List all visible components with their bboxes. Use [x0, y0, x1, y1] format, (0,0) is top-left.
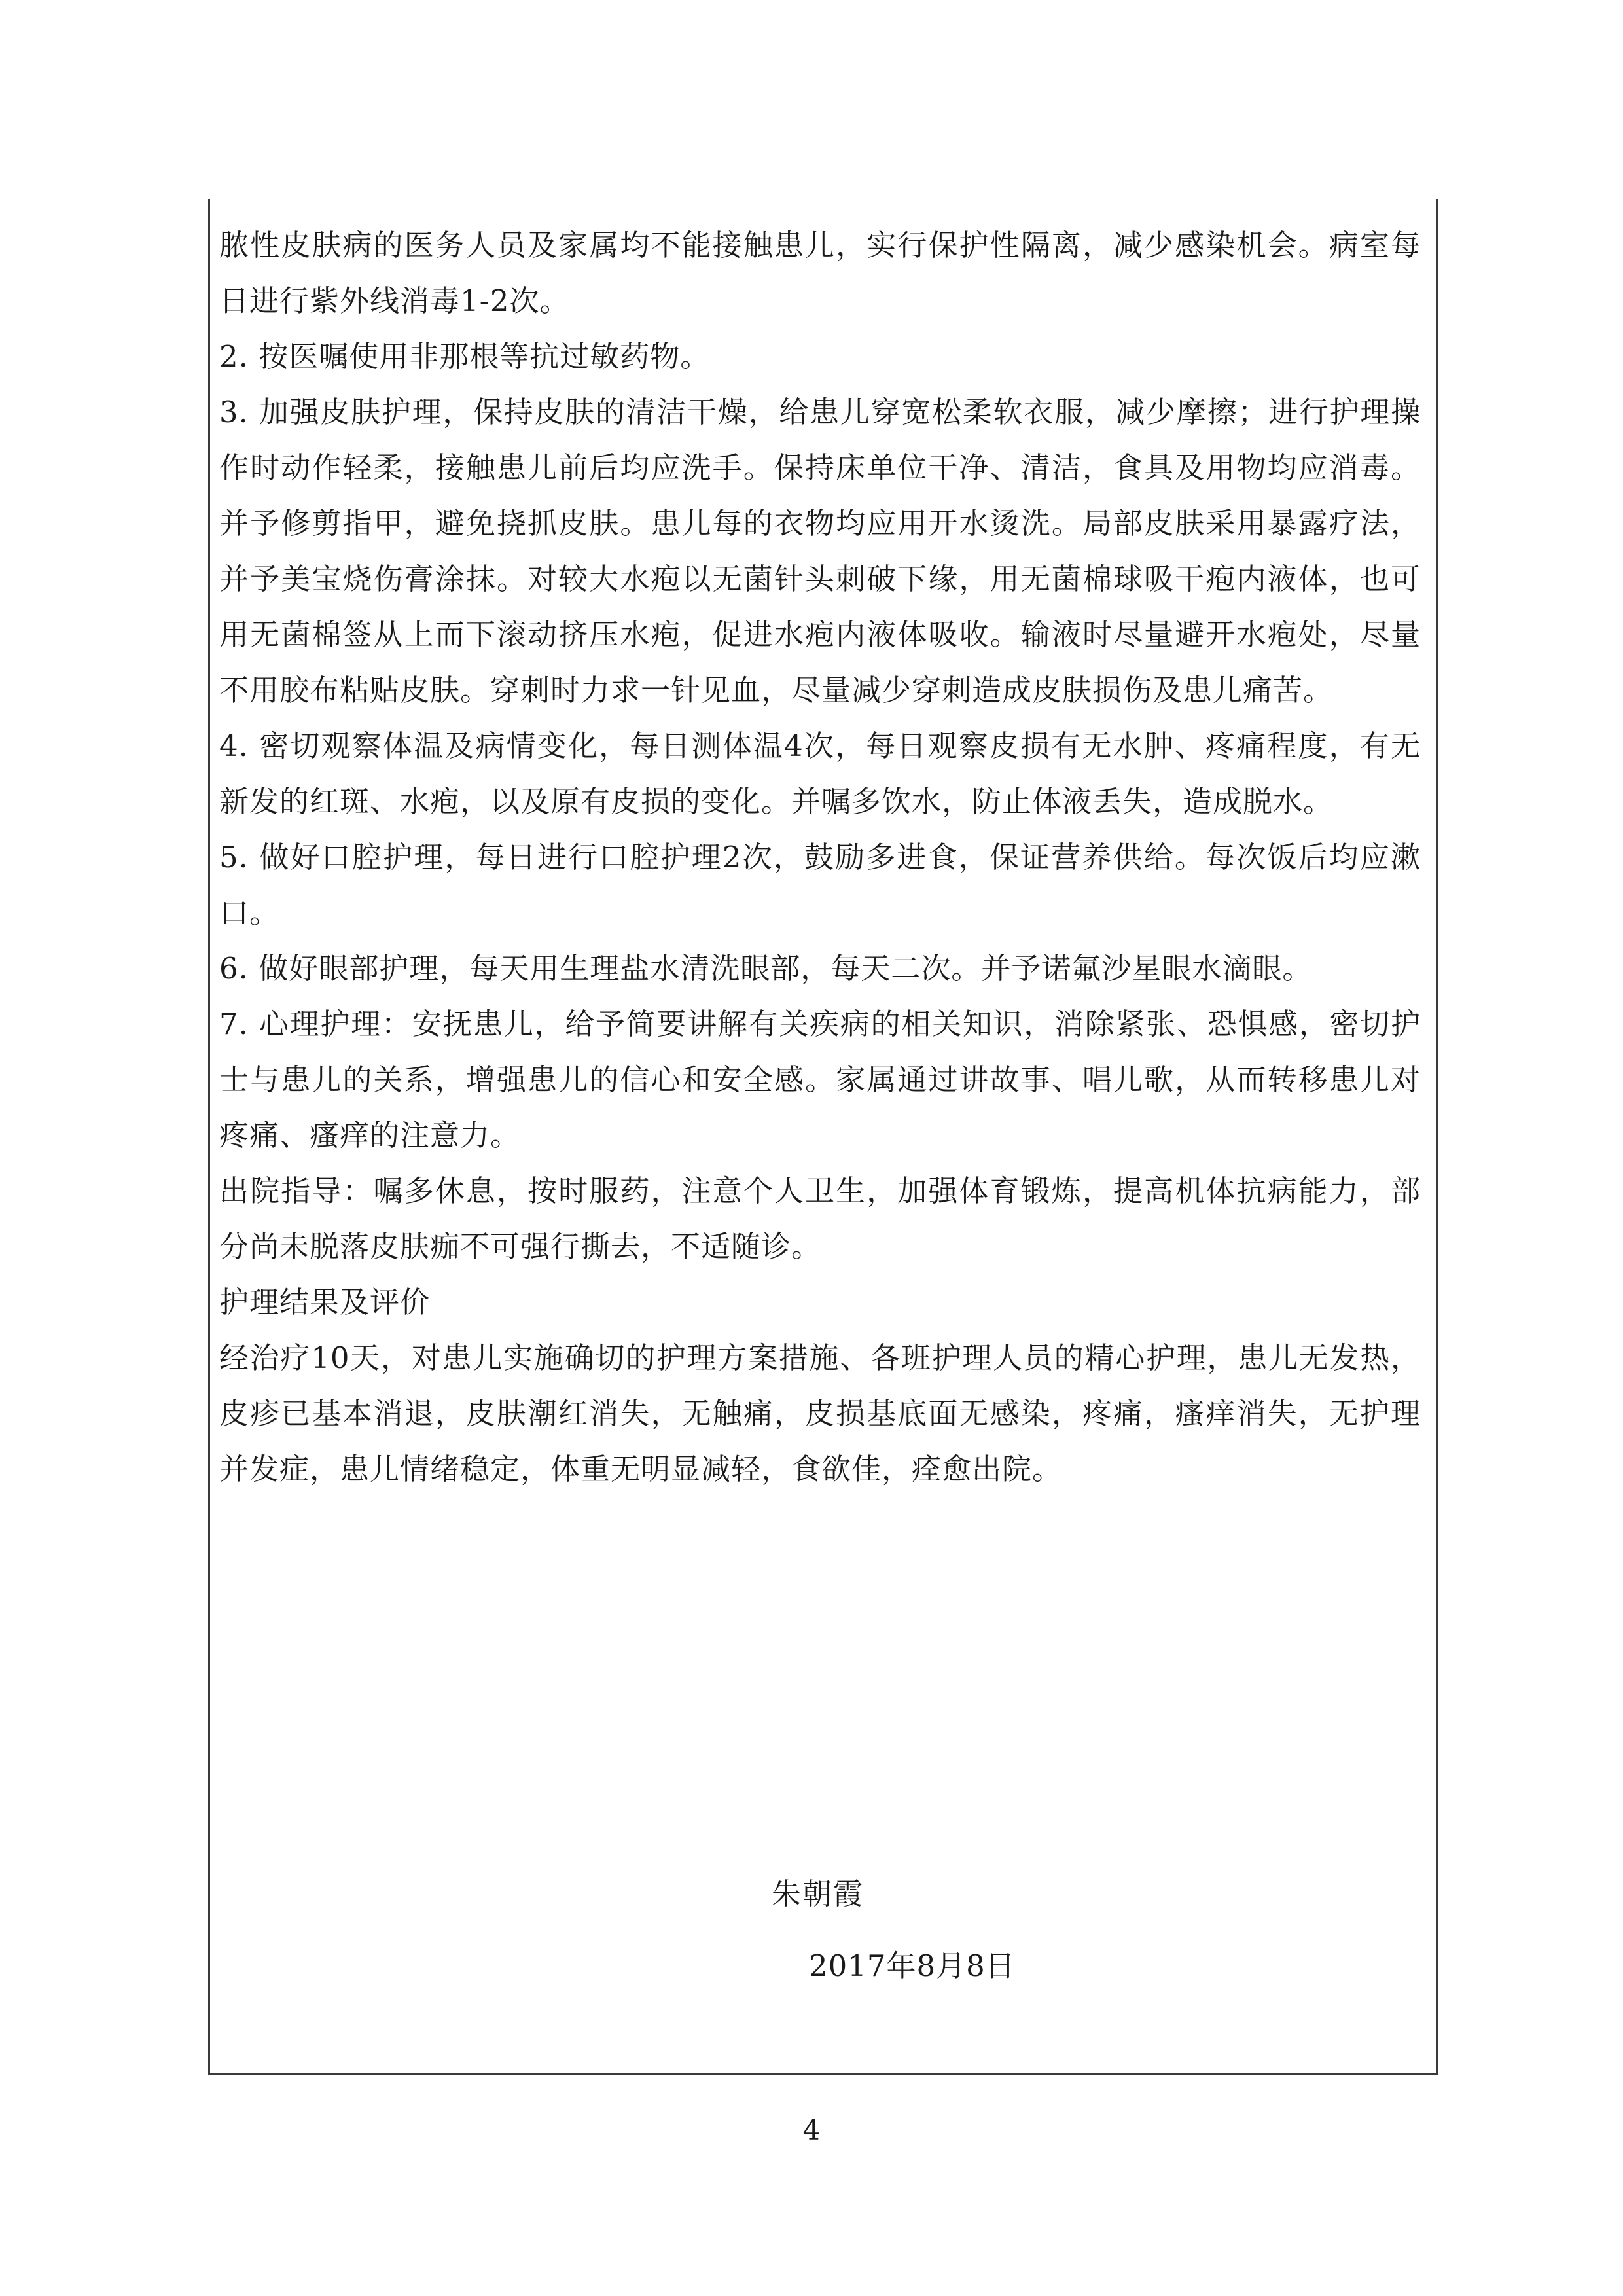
paragraph-isolation-continued: 脓性皮肤病的医务人员及家属均不能接触患儿，实行保护性隔离，减少感染机会。病室每日进行紫外线消毒1-2次。: [219, 228, 1421, 318]
paragraph-discharge-guidance: 出院指导：嘱多休息，按时服药，注意个人卫生，加强体育锻炼，提高机体抗病能力，部分尚未脱落皮肤痂不可强行撕去，不适随诊。: [219, 1174, 1421, 1264]
author-signature: 朱朝霞: [772, 1876, 865, 1911]
document-date: 2017年8月8日: [809, 1948, 1016, 1983]
paragraph-skin-care: 3. 加强皮肤护理，保持皮肤的清洁干燥，给患儿穿宽松柔软衣服，减少摩擦；进行护理操作时动作轻柔，接触患儿前后均应洗手。保持床单位干净、清洁，食具及用物均应消毒。并予修剪指甲，避免挠抓皮肤。患儿每的衣物均应用开水烫洗。局部皮肤采用暴露疗法，并予美宝烧伤膏涂抹。对较大水疱以无菌针头刺破下缘，用无菌棉球吸干疱内液体，也可用无菌棉签从上而下滚动挤压水疱，促进水疱内液体吸收。输液时尽量避开水疱处，尽量不用胶布粘贴皮肤。穿刺时力求一针见血，尽量减少穿刺造成皮肤损伤及患儿痛苦。: [219, 395, 1421, 708]
paragraph-observation: 4. 密切观察体温及病情变化，每日测体温4次，每日观察皮损有无水肿、疼痛程度，有无新发的红斑、水疱，以及原有皮损的变化。并嘱多饮水，防止体液丢失，造成脱水。: [219, 728, 1421, 819]
document-frame: [208, 199, 1438, 2075]
paragraph-outcome: 经治疗10天，对患儿实施确切的护理方案措施、各班护理人员的精心护理，患儿无发热，皮疹已基本消退，皮肤潮红消失，无触痛，皮损基底面无感染，疼痛，瘙痒消失，无护理并发症，患儿情绪稳定，体重无明显减轻，食欲佳，痊愈出院。: [219, 1340, 1421, 1486]
paragraph-psychological-care: 7. 心理护理：安抚患儿，给予简要讲解有关疾病的相关知识，消除紧张、恐惧感，密切护士与患儿的关系，增强患儿的信心和安全感。家属通过讲故事、唱儿歌，从而转移患儿对疼痛、瘙痒的注意力。: [219, 1007, 1421, 1153]
section-heading-outcome: 护理结果及评价: [219, 1285, 431, 1319]
document-body: [210, 199, 1436, 1497]
paragraph-eye-care: 6. 做好眼部护理，每天用生理盐水清洗眼部，每天二次。并予诺氟沙星眼水滴眼。: [219, 951, 1313, 986]
paragraph-antiallergy: 2. 按医嘱使用非那根等抗过敏药物。: [219, 339, 711, 374]
page-number: 4: [802, 2114, 821, 2146]
paragraph-oral-care: 5. 做好口腔护理，每日进行口腔护理2次，鼓励多进食，保证营养供给。每次饭后均应漱口。: [219, 840, 1421, 930]
